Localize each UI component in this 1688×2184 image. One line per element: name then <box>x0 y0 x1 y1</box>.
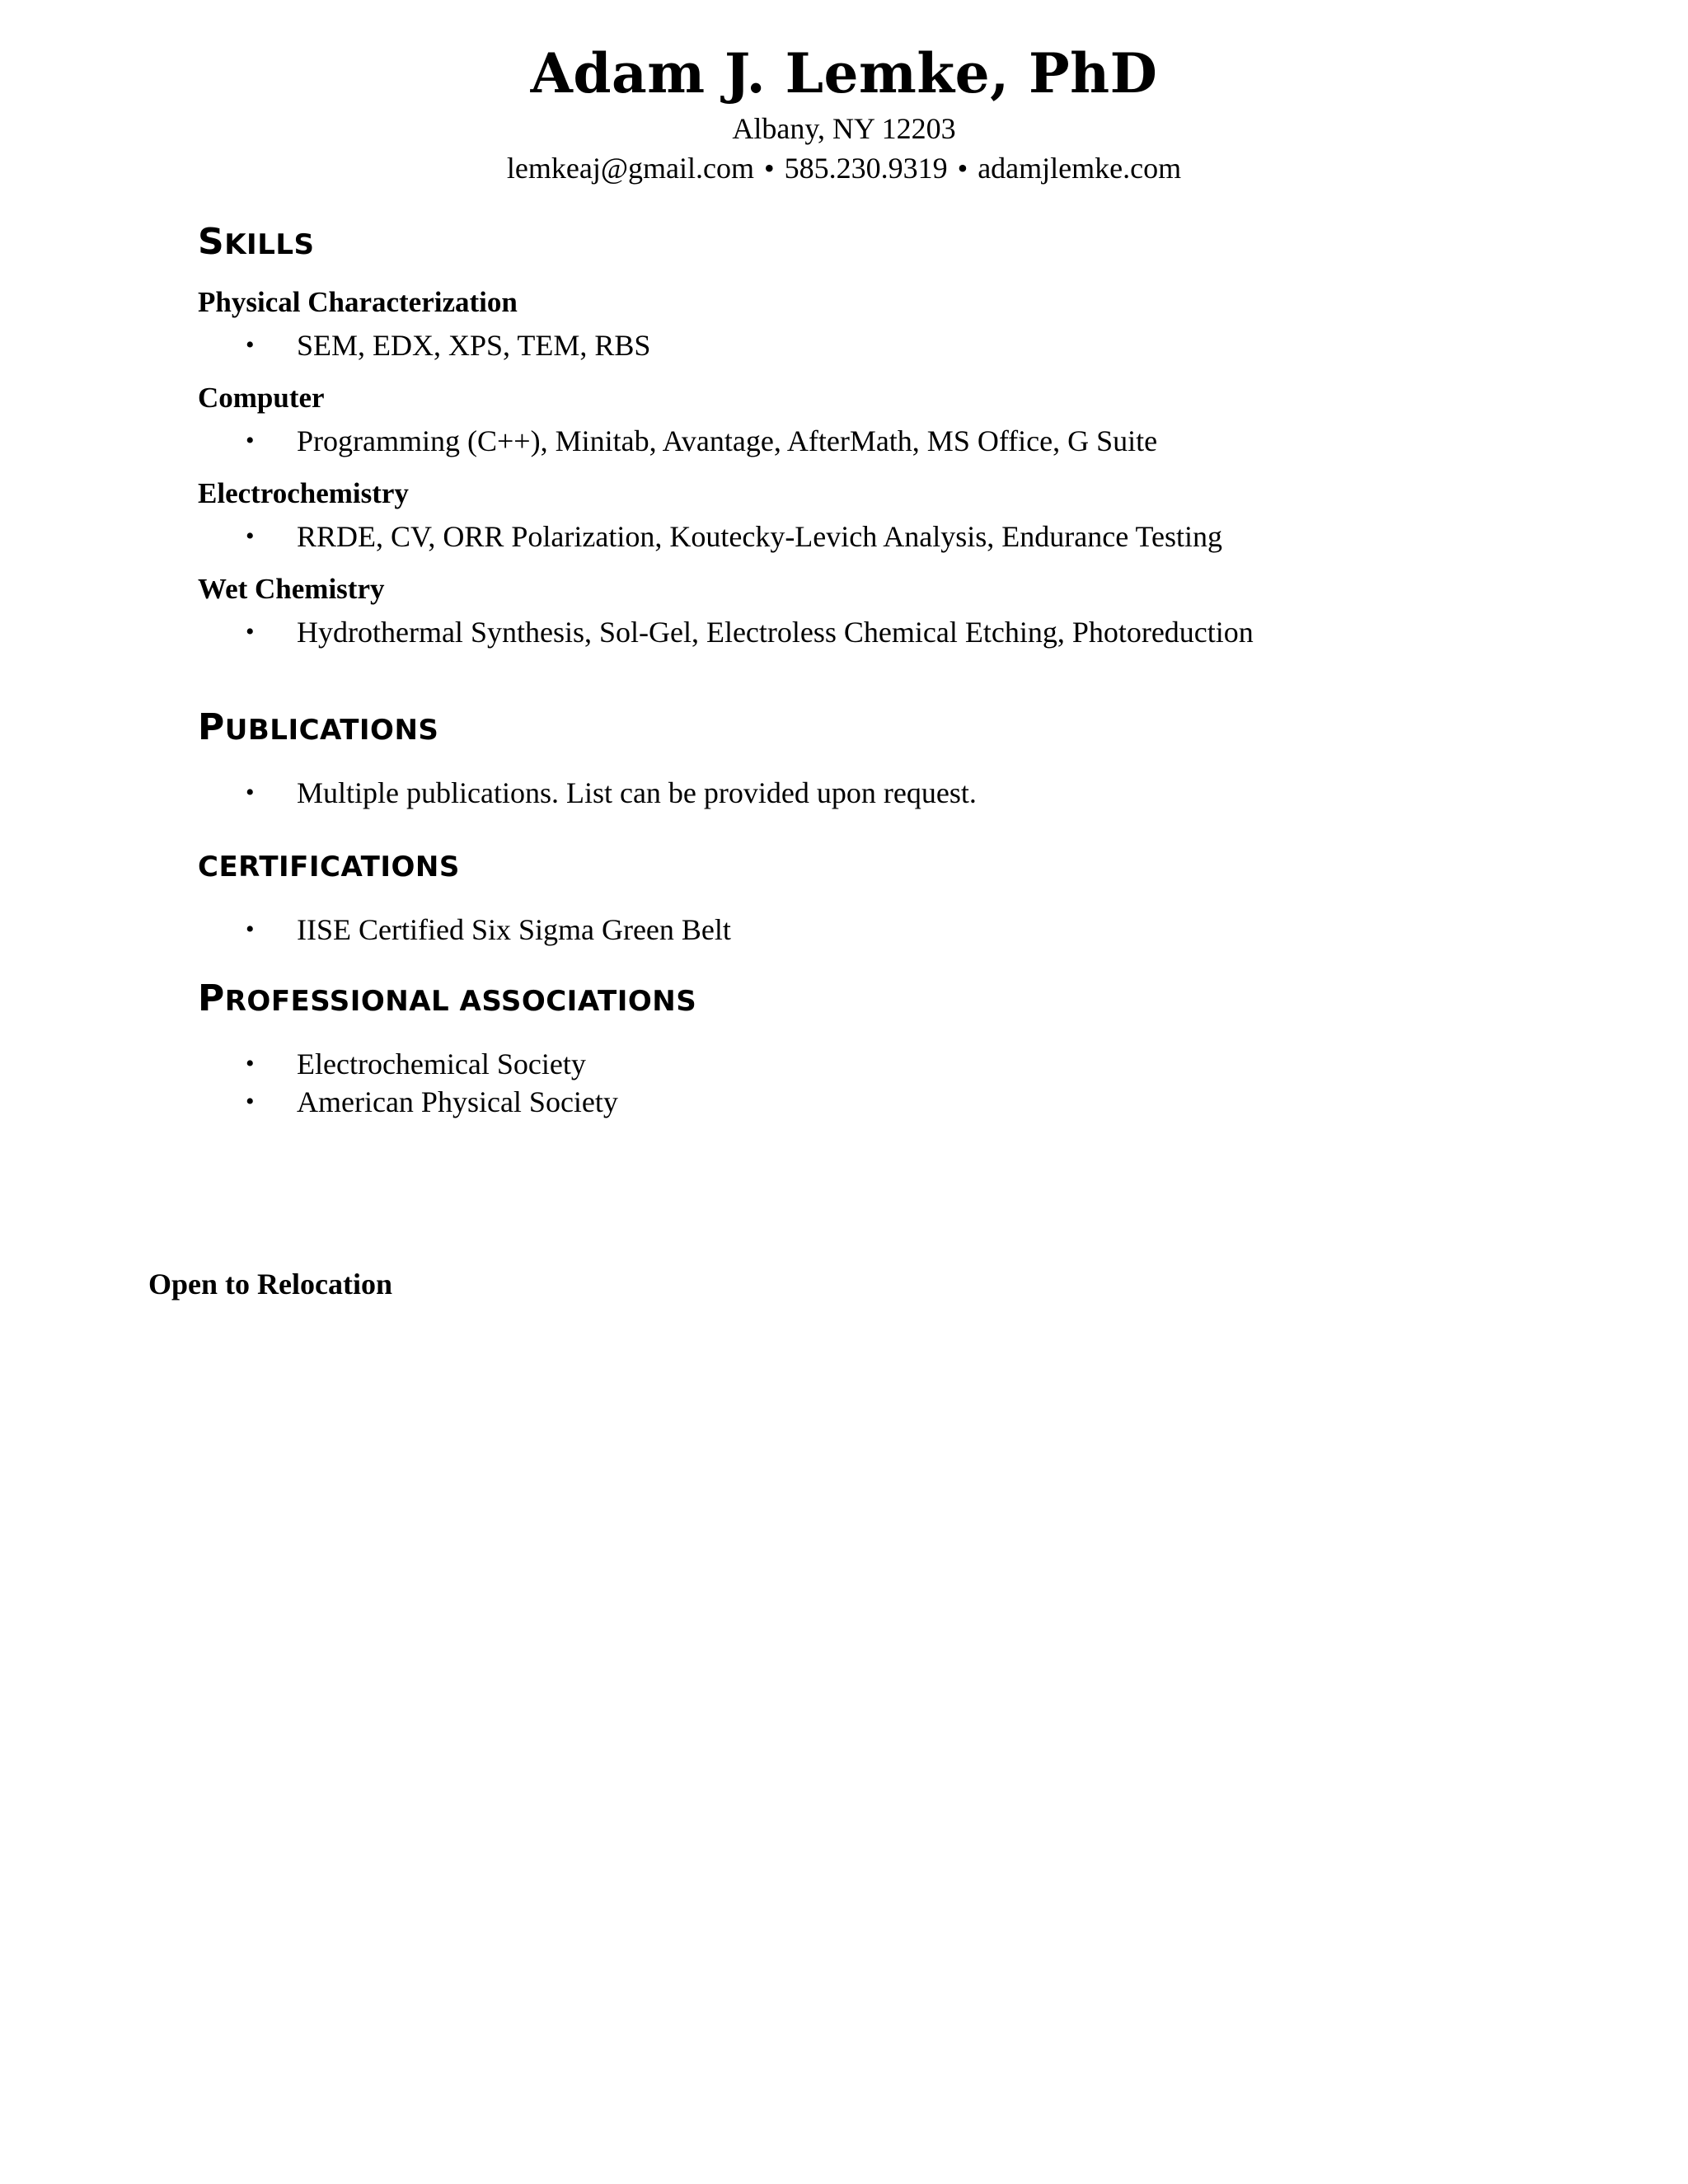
email: lemkeaj@gmail.com <box>506 152 754 185</box>
publications-section <box>198 703 1599 813</box>
list-item: • American Physical Society <box>198 1082 1599 1122</box>
bullet-icon: • <box>246 1050 255 1077</box>
list-item: • Multiple publications. List can be provided upon request. <box>198 773 1599 813</box>
address: Albany, NY 12203 <box>732 112 956 145</box>
bullet-icon: • <box>246 331 255 359</box>
certification-list <box>198 910 1599 949</box>
section-title-associations: PROFESSIONAL ASSOCIATIONS <box>198 977 697 1019</box>
skill-group-heading: Computer <box>198 382 325 414</box>
bullet-icon: • <box>246 618 255 645</box>
website: adamjlemke.com <box>978 152 1182 185</box>
skill-list <box>198 326 1599 365</box>
section-title-publications: PUBLICATIONS <box>198 706 439 748</box>
resume-body <box>198 218 1599 1122</box>
list-item: • Hydrothermal Synthesis, Sol-Gel, Electroless Chemical Etching, Photoreduction <box>198 612 1599 652</box>
contact-line <box>0 148 1688 188</box>
list-item: • Programming (C++), Minitab, Avantage, AfterMath, MS Office, G Suite <box>198 421 1599 461</box>
bullet-icon: • <box>246 779 255 806</box>
publication-list <box>198 773 1599 813</box>
list-item: • IISE Certified Six Sigma Green Belt <box>198 910 1599 949</box>
skill-group-heading: Physical Characterization <box>198 286 518 318</box>
skill-group-heading: Electrochemistry <box>198 477 409 509</box>
skills-section <box>198 218 1599 652</box>
skill-list <box>198 517 1599 556</box>
resume-header <box>0 40 1688 188</box>
list-item: • Electrochemical Society <box>198 1044 1599 1084</box>
bullet-icon: • <box>246 523 255 550</box>
candidate-name: Adam J. Lemke, PhD <box>530 41 1158 105</box>
section-title-skills: SKILLS <box>198 221 315 263</box>
relocation-note: Open to Relocation <box>148 1268 392 1301</box>
skill-group-heading: Wet Chemistry <box>198 573 385 605</box>
separator: • <box>763 152 775 185</box>
association-list <box>198 1044 1599 1122</box>
phone: 585.230.9319 <box>784 152 948 185</box>
list-item: • RRDE, CV, ORR Polarization, Koutecky-Levich Analysis, Endurance Testing <box>198 517 1599 556</box>
list-item: • SEM, EDX, XPS, TEM, RBS <box>198 326 1599 365</box>
skill-list <box>198 421 1599 461</box>
certifications-section <box>198 842 1599 949</box>
section-title-certifications: CERTIFICATIONS <box>198 851 460 883</box>
skill-list <box>198 612 1599 652</box>
bullet-icon: • <box>246 916 255 943</box>
associations-section <box>198 974 1599 1122</box>
bullet-icon: • <box>246 427 255 454</box>
separator: • <box>957 152 968 185</box>
bullet-icon: • <box>246 1088 255 1115</box>
